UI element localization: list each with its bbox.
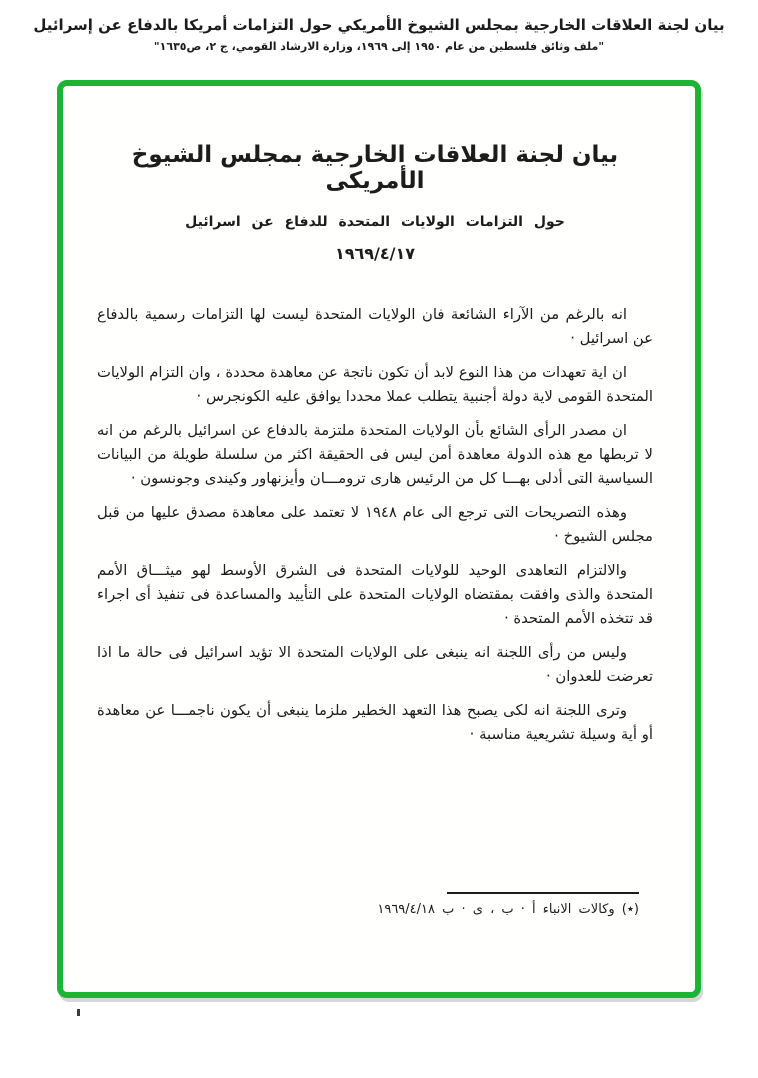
paragraph: والالتزام التعاهدى الوحيد للولايات المتحدة فى الشرق الأوسط لهو ميثـــاق الأمم المتحدة والذى وافقت بمقتضاه الولايات المتحدة على التأييد والمساعدة فى تنفيذ أى اجراء قد تتخذه الأمم المتحدة · [97,561,653,627]
document-frame [57,80,701,998]
paragraph: وليس من رأى اللجنة انه ينبغى على الولايات المتحدة الا تؤيد اسرائيل فى حالة ما اذا تعرضت للعدوان · [97,643,653,685]
scan-artifact-mark [77,1009,80,1016]
document-scan [63,86,695,992]
paragraph: ان اية تعهدات من هذا النوع لابد أن تكون ناتجة عن معاهدة محددة ، وان التزام الولايات المتحدة القومى لاية دولة أجنبية يتطلب عملا محددا يوافق عليه الكونجرس · [97,363,653,405]
statement-subtitle: حول التزامات الولايات المتحدة للدفاع عن اسرائيل [185,214,565,230]
paragraph: ان مصدر الرأى الشائع بأن الولايات المتحدة ملتزمة بالدفاع عن اسرائيل بالرغم من انه لا تربطها مع هذه الدولة معاهدة أمن ليس فى الحقيقة اكثر من سلسلة طويلة من البيانات السياسية التى أدلى بهـــا كل من الرئيس هارى ترومـــان وأيزنهاور وكيندى وجونسون · [97,421,653,487]
footnote-source: (٭) وكالات الانباء أ · ب ، ى · ب ١٩٦٩/٤/١٨ [377,902,639,917]
document-header [0,16,758,53]
statement-date: ١٩٦٩/٤/١٧ [334,244,416,263]
statement-body [97,303,653,747]
paragraph: وهذه التصريحات التى ترجع الى عام ١٩٤٨ لا تعتمد على معاهدة مصدق عليها من قبل مجلس الشيوخ · [97,503,653,545]
footnote-divider [447,892,639,894]
header-title: بيان لجنة العلاقات الخارجية بمجلس الشيوخ الأمريكي حول التزامات أمريكا بالدفاع عن إسرائيل [33,16,725,34]
header-source-citation: "ملف وثائق فلسطين من عام ١٩٥٠ إلى ١٩٦٩، وزارة الارشاد القومي، ج ٢، ص١٦٣٥" [153,40,605,53]
statement-title: بيان لجنة العلاقات الخارجية بمجلس الشيوخ الأمريكى [131,142,619,194]
paragraph: وترى اللجنة انه لكى يصبح هذا التعهد الخطير ملزما ينبغى أن يكون ناجمـــا عن معاهدة أو أية وسيلة تشريعية مناسبة · [97,701,653,743]
footnote-block [377,892,639,917]
paragraph: انه بالرغم من الآراء الشائعة فان الولايات المتحدة ليست لها التزامات رسمية بالدفاع عن اسرائيل · [97,306,653,347]
